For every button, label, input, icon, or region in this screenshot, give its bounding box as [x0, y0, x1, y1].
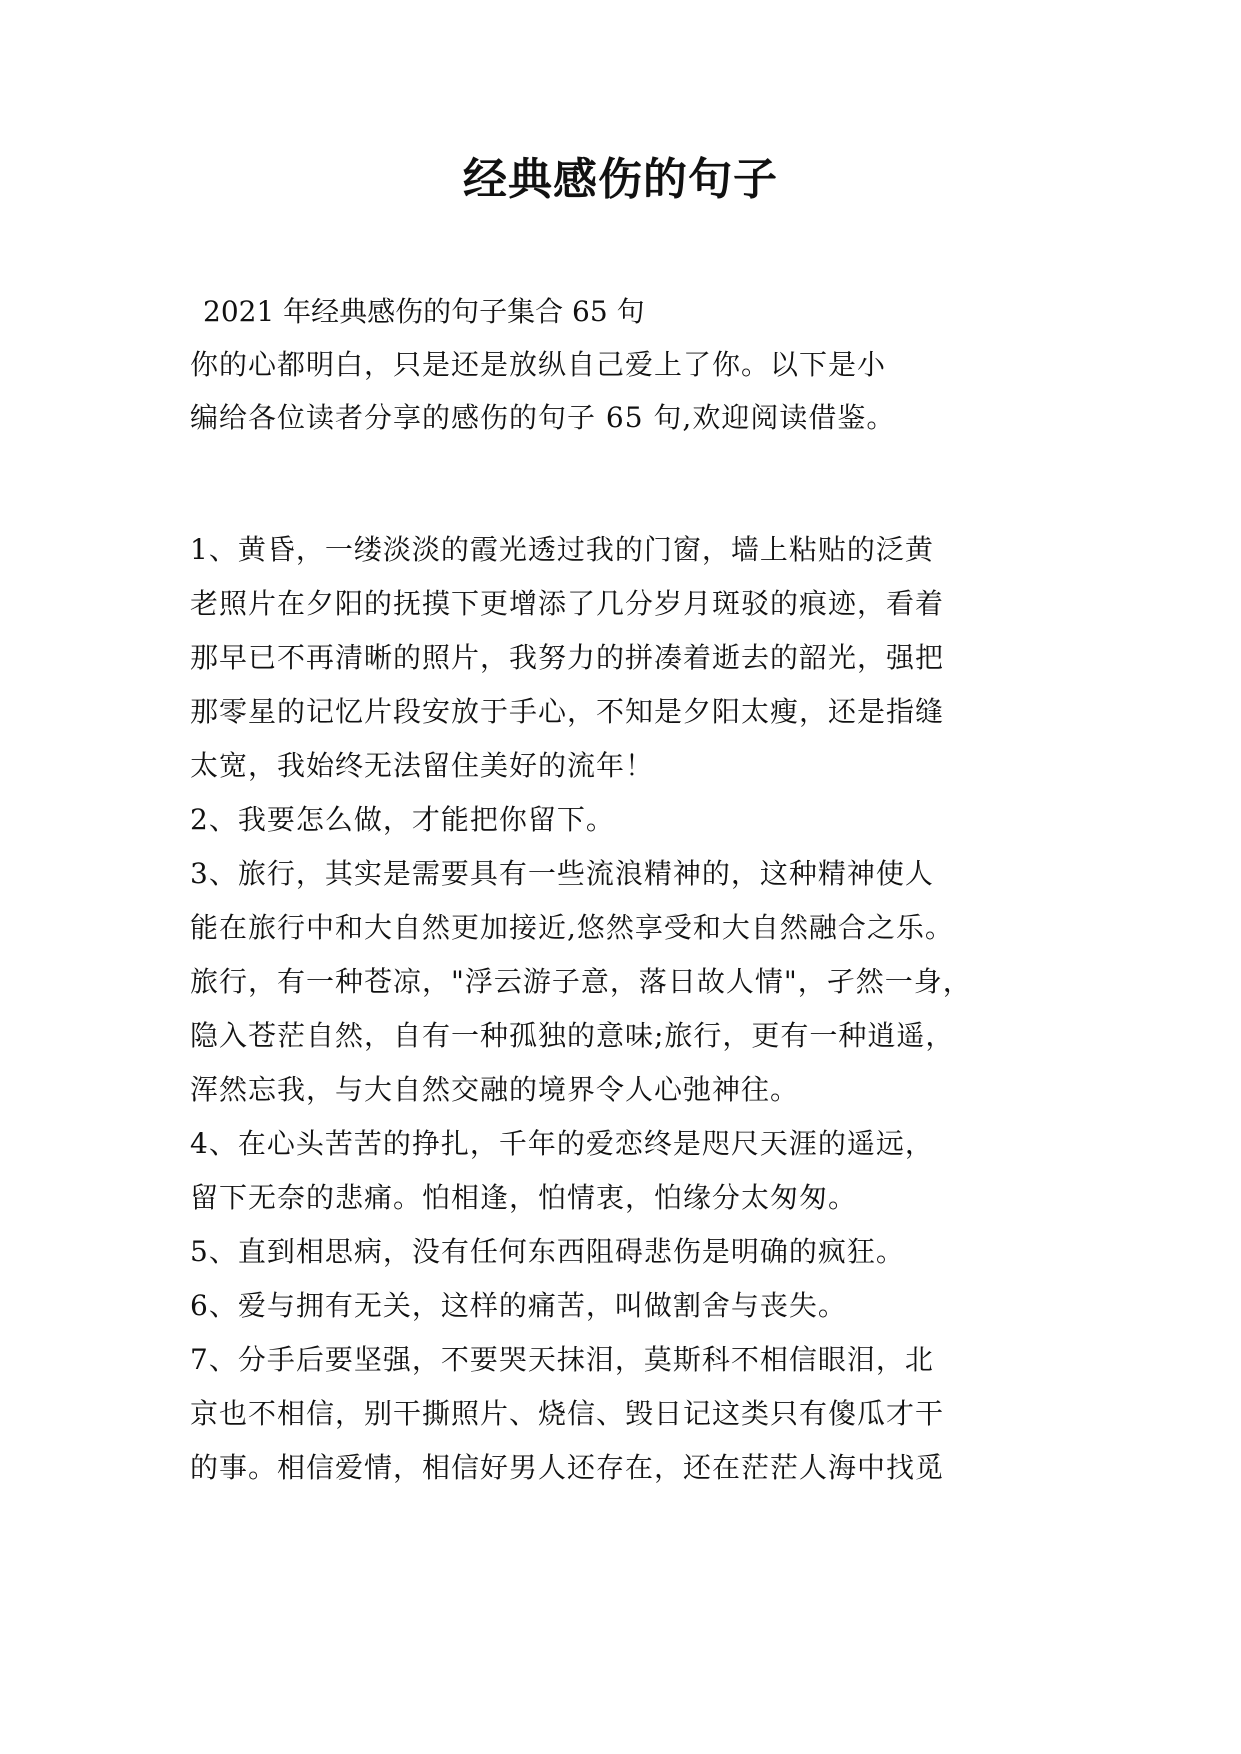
paragraph-line: 留下无奈的悲痛。怕相逢，怕情衷，怕缘分太匆匆。: [190, 1181, 858, 1214]
paragraph-line: 太宽，我始终无法留住美好的流年！: [190, 749, 655, 782]
intro-line-2: 编给各位读者分享的感伤的句子 65 句,欢迎阅读借鉴。: [190, 401, 896, 434]
paragraph-line: 4、在心头苦苦的挣扎，千年的爱恋终是咫尺天涯的遥远，: [190, 1127, 934, 1160]
document-subtitle: 2021 年经典感伤的句子集合 65 句: [203, 295, 645, 328]
paragraph-line: 老照片在夕阳的抚摸下更增添了几分岁月斑驳的痕迹，看着: [190, 587, 945, 620]
paragraph-line: 京也不相信，别干撕照片、烧信、毁日记这类只有傻瓜才干: [190, 1397, 945, 1430]
paragraph-line: 5、直到相思病，没有任何东西阻碍悲伤是明确的疯狂。: [190, 1235, 905, 1268]
paragraph-line: 能在旅行中和大自然更加接近,悠然享受和大自然融合之乐。: [190, 911, 954, 944]
paragraph-line: 浑然忘我，与大自然交融的境界令人心弛神往。: [190, 1073, 800, 1106]
paragraph-line: 那零星的记忆片段安放于手心，不知是夕阳太瘦，还是指缝: [190, 695, 945, 728]
paragraph-line: 那早已不再清晰的照片，我努力的拼凑着逝去的韶光，强把: [190, 641, 945, 674]
intro-line-1: 你的心都明白，只是还是放纵自己爱上了你。以下是小: [190, 348, 887, 381]
paragraph-line: 7、分手后要坚强，不要哭天抹泪，莫斯科不相信眼泪，北: [190, 1343, 934, 1376]
document-title: 经典感伤的句子: [463, 154, 778, 205]
paragraph-line: 1、黄昏，一缕淡淡的霞光透过我的门窗，墙上粘贴的泛黄: [190, 533, 934, 566]
paragraph-line: 的事。相信爱情，相信好男人还存在，还在茫茫人海中找觅: [190, 1451, 945, 1484]
paragraph-line: 3、旅行，其实是需要具有一些流浪精神的，这种精神使人: [190, 857, 934, 890]
paragraph-line: 隐入苍茫自然，自有一种孤独的意味;旅行，更有一种逍遥，: [190, 1019, 955, 1052]
paragraph-line: 6、爱与拥有无关，这样的痛苦，叫做割舍与丧失。: [190, 1289, 847, 1322]
paragraph-line: 2、我要怎么做，才能把你留下。: [190, 803, 615, 836]
paragraph-line: 旅行，有一种苍凉，"浮云游子意，落日故人情"，孑然一身，: [190, 965, 972, 998]
